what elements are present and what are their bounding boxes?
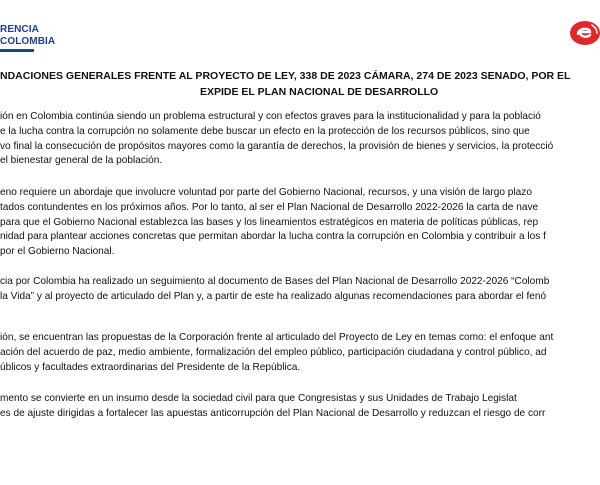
paragraph-line: el bienestar general de la población. — [0, 155, 163, 167]
title-line-1: NDACIONES GENERALES FRENTE AL PROYECTO DE LEY, 338 DE 2023 CÁMARA, 274 DE 2023 SENADO, POR EL — [0, 70, 571, 82]
paragraph-5 — [0, 392, 545, 422]
paragraph-line: cia por Colombia ha realizado un seguimiento al documento de Bases del Plan Nacional de Desarrollo 2022-2026 “Colomb — [0, 276, 550, 287]
paragraph-line: mento se convierte en un insumo desde la sociedad civil para que Congresistas y sus Unidades de Trabajo Legislat — [0, 393, 517, 404]
paragraph-line: ión en Colombia continúa siendo un problema estructural y con efectos graves para la institucionalidad y para la població — [0, 111, 541, 122]
logo-text-line1: RENCIA — [0, 24, 39, 35]
paragraph-line: úblicos y facultades extraordinarias del Presidente de la República. — [0, 361, 301, 373]
title-line-2: EXPIDE EL PLAN NACIONAL DE DESARROLLO — [200, 86, 439, 98]
paragraph-line: ación del acuerdo de paz, medio ambiente, formalización del empleo público, participación ciudadana y control público, ad — [0, 346, 547, 358]
paragraph-3 — [0, 275, 549, 305]
paragraph-2 — [0, 186, 546, 260]
paragraph-4 — [0, 331, 553, 375]
paragraph-line: vo final la consecución de propósitos mayores como la garantía de derechos, la provisión de bienes y servicios, la protecció — [0, 140, 554, 152]
paragraph-line: la Vida” y al proyecto de articulado del Plan y, a partir de este ha realizado algunas recomendaciones para abordar el fenó — [0, 290, 547, 302]
paragraph-line: tados contundentes en los próximos años. Por lo tanto, al ser el Plan Nacional de Desarrollo 2022-2026 la carta de nave — [0, 201, 539, 213]
organization-logo — [0, 24, 80, 56]
red-circle-logo-icon — [568, 19, 600, 47]
logo-text-line2: COLOMBIA — [0, 36, 56, 47]
paragraph-1 — [0, 110, 553, 169]
logo-underline — [0, 49, 34, 52]
paragraph-line: eno requiere un abordaje que involucre voluntad por parte del Gobierno Nacional, recursos, y una visión de largo plazo — [0, 187, 532, 198]
paragraph-line: para que el Gobierno Nacional establezca las bases y los lineamientos estratégicos en materia de políticas públicas, rep — [0, 216, 539, 228]
paragraph-line: por el Gobierno Nacional. — [0, 246, 115, 258]
paragraph-line: ión, se encuentran las propuestas de la Corporación frente al articulado del Proyecto de Ley en temas como: el enfoque ant — [0, 332, 554, 343]
paragraph-line: e la lucha contra la corrupción no solamente debe buscar un efecto en la protección de los recursos públicos, sino que — [0, 125, 530, 137]
paragraph-line: es de ajuste dirigidas a fortalecer las apuestas anticorrupción del Plan Nacional de Desarrollo y reduzcan el riesgo de corr — [0, 407, 546, 419]
paragraph-line: nidad para plantear acciones concretas que permitan abordar la lucha contra la corrupción en Colombia y contribuir a los f — [0, 231, 546, 243]
